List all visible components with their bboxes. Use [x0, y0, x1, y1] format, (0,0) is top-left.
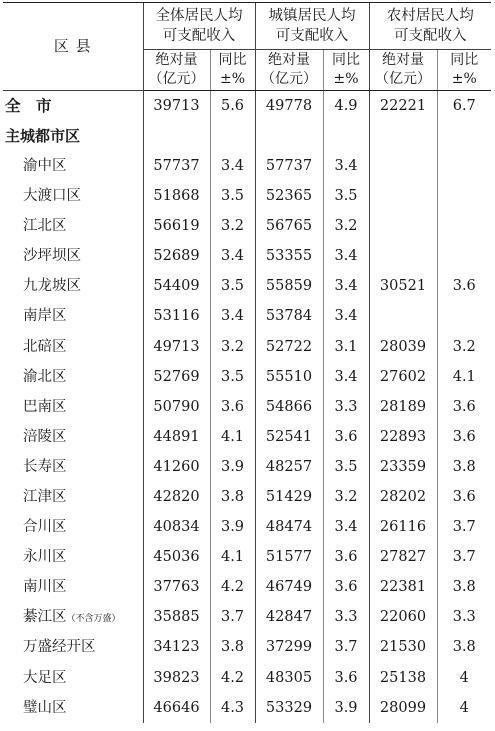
- rural-yoy-cell: [437, 151, 491, 181]
- district-name: 南岸区: [23, 308, 67, 325]
- urban-yoy-header-line1: 同比: [332, 52, 360, 68]
- all-yoy-cell: 3.4: [210, 302, 255, 332]
- rural-residents-header: [369, 3, 491, 50]
- all-yoy-cell: 4.1: [210, 542, 255, 572]
- table-row: [3, 241, 491, 271]
- urban-yoy-cell: [323, 121, 369, 151]
- district-name-cell: [3, 241, 143, 271]
- table-row: [3, 151, 491, 181]
- district-name-cell: [3, 211, 143, 241]
- all-abs-cell: 37763: [143, 573, 210, 603]
- all-abs-cell: 54409: [143, 272, 210, 302]
- all-abs-cell: 46646: [143, 693, 210, 723]
- urban-yoy-cell: 3.4: [323, 272, 369, 302]
- table-row: [3, 332, 491, 362]
- all-abs-cell: 44891: [143, 422, 210, 452]
- rural-abs-cell: 21530: [369, 633, 437, 663]
- district-name: 大足区: [23, 669, 67, 686]
- table-row: [3, 422, 491, 452]
- rural-abs-cell: 22221: [369, 91, 437, 122]
- all-abs-cell: 39823: [143, 663, 210, 693]
- rural-abs-cell: 23359: [369, 452, 437, 482]
- all-yoy-cell: 4.1: [210, 422, 255, 452]
- all-abs-cell: [143, 121, 210, 151]
- district-name-cell: [3, 573, 143, 603]
- table-row: [3, 452, 491, 482]
- all-abs-header-line1: 绝对量: [155, 52, 198, 68]
- district-name: 江北区: [23, 218, 67, 235]
- urban-yoy-cell: 3.6: [323, 573, 369, 603]
- urban-yoy-header: [323, 50, 369, 91]
- urban-yoy-cell: 3.1: [323, 332, 369, 362]
- urban-abs-cell: 48257: [255, 452, 323, 482]
- rural-abs-cell: 27602: [369, 362, 437, 392]
- rural-yoy-cell: 3.6: [437, 482, 491, 512]
- all-yoy-cell: 3.5: [210, 272, 255, 302]
- district-name: 江津区: [23, 489, 67, 506]
- rural-abs-cell: [369, 151, 437, 181]
- all-yoy-header-line2: ±%: [219, 71, 246, 87]
- rural-yoy-cell: 3.8: [437, 633, 491, 663]
- urban-abs-header-line1: 绝对量: [268, 52, 310, 68]
- urban-yoy-cell: 3.4: [323, 302, 369, 332]
- all-yoy-cell: 4.3: [210, 693, 255, 723]
- income-table: [3, 2, 491, 723]
- table-row: [3, 512, 491, 542]
- all-abs-cell: 53116: [143, 302, 210, 332]
- rural-yoy-cell: 4: [437, 693, 491, 723]
- rural-abs-cell: 27827: [369, 542, 437, 572]
- district-name: 北碚区: [23, 338, 67, 355]
- urban-abs-cell: 52722: [255, 332, 323, 362]
- urban-yoy-cell: 3.4: [323, 512, 369, 542]
- rural-abs-cell: 28039: [369, 332, 437, 362]
- urban-yoy-cell: 4.9: [323, 91, 369, 122]
- district-name: 沙坪坝区: [23, 248, 81, 265]
- urban-abs-cell: 52365: [255, 181, 323, 211]
- urban-yoy-cell: 3.4: [323, 362, 369, 392]
- district-header: 区 县: [3, 3, 143, 91]
- urban-abs-cell: 55859: [255, 272, 323, 302]
- urban-abs-cell: 52541: [255, 422, 323, 452]
- table-row: [3, 181, 491, 211]
- rural-yoy-cell: 3.8: [437, 452, 491, 482]
- all-abs-cell: 52769: [143, 362, 210, 392]
- rural-yoy-cell: 3.6: [437, 272, 491, 302]
- district-name-cell: [3, 422, 143, 452]
- urban-abs-cell: [255, 121, 323, 151]
- urban-yoy-cell: 3.5: [323, 181, 369, 211]
- rural-abs-cell: 22060: [369, 603, 437, 633]
- rural-yoy-header: [437, 50, 491, 91]
- urban-abs-cell: 51577: [255, 542, 323, 572]
- rural-abs-cell: 25138: [369, 663, 437, 693]
- rural-abs-header: [369, 50, 437, 91]
- district-name-cell: [3, 542, 143, 572]
- all-abs-cell: 50790: [143, 392, 210, 422]
- rural-abs-cell: 26116: [369, 512, 437, 542]
- all-abs-cell: 34123: [143, 633, 210, 663]
- district-name: 璧山区: [23, 699, 67, 716]
- urban-abs-cell: 37299: [255, 633, 323, 663]
- urban-yoy-cell: 3.6: [323, 542, 369, 572]
- all-yoy-cell: 3.4: [210, 241, 255, 271]
- rural-yoy-cell: [437, 302, 491, 332]
- table-body: [3, 91, 491, 723]
- urban-abs-cell: 48305: [255, 663, 323, 693]
- district-name-cell: [3, 272, 143, 302]
- rural-abs-header-line2: （亿元）: [375, 71, 431, 87]
- urban-abs-cell: 48474: [255, 512, 323, 542]
- all-abs-header: [143, 50, 210, 91]
- urban-yoy-cell: 3.7: [323, 633, 369, 663]
- urban-yoy-cell: 3.4: [323, 151, 369, 181]
- urban-abs-cell: 51429: [255, 482, 323, 512]
- all-abs-cell: 57737: [143, 151, 210, 181]
- district-name: 永川区: [23, 549, 67, 566]
- urban-yoy-header-line2: ±%: [333, 71, 359, 87]
- table-row: [3, 693, 491, 723]
- rural-abs-cell: 28099: [369, 693, 437, 723]
- district-name-cell: [3, 392, 143, 422]
- rural-abs-cell: 30521: [369, 272, 437, 302]
- rural-yoy-cell: 6.7: [437, 91, 491, 122]
- urban-abs-header-line2: （亿元）: [261, 71, 317, 87]
- urban-residents-header-line2: 可支配收入: [275, 28, 349, 44]
- rural-yoy-cell: 3.6: [437, 392, 491, 422]
- rural-abs-cell: 22893: [369, 422, 437, 452]
- district-name: 合川区: [23, 519, 67, 536]
- urban-abs-cell: 53784: [255, 302, 323, 332]
- urban-abs-cell: 53355: [255, 241, 323, 271]
- rural-yoy-header-line2: ±%: [451, 71, 477, 87]
- all-yoy-header-line1: 同比: [218, 52, 247, 68]
- all-yoy-cell: 3.4: [210, 151, 255, 181]
- rural-abs-cell: [369, 181, 437, 211]
- all-yoy-cell: 5.6: [210, 91, 255, 122]
- all-abs-cell: 41260: [143, 452, 210, 482]
- district-name: 南川区: [23, 579, 67, 596]
- urban-yoy-cell: 3.9: [323, 693, 369, 723]
- urban-abs-cell: 55510: [255, 362, 323, 392]
- all-yoy-cell: 3.8: [210, 633, 255, 663]
- district-name-cell: [3, 603, 143, 633]
- rural-yoy-cell: [437, 121, 491, 151]
- district-name-cell: [3, 663, 143, 693]
- table-row: [3, 121, 491, 151]
- all-yoy-cell: 3.9: [210, 452, 255, 482]
- rural-abs-cell: [369, 302, 437, 332]
- district-name-cell: [3, 151, 143, 181]
- all-yoy-cell: 3.2: [210, 332, 255, 362]
- district-name: 涪陵区: [23, 428, 67, 445]
- rural-abs-cell: 28202: [369, 482, 437, 512]
- table-row: [3, 482, 491, 512]
- district-name: 渝中区: [23, 157, 67, 174]
- district-name-cell: [3, 362, 143, 392]
- all-abs-cell: 56619: [143, 211, 210, 241]
- urban-yoy-cell: 3.2: [323, 211, 369, 241]
- all-abs-cell: 52689: [143, 241, 210, 271]
- district-name: 大渡口区: [23, 188, 81, 205]
- table-row: [3, 272, 491, 302]
- district-name-cell: [3, 181, 143, 211]
- district-name-cell: [3, 633, 143, 663]
- all-yoy-cell: 3.9: [210, 512, 255, 542]
- district-name-cell: [3, 452, 143, 482]
- all-yoy-cell: [210, 121, 255, 151]
- rural-yoy-cell: [437, 211, 491, 241]
- rural-abs-cell: [369, 241, 437, 271]
- urban-yoy-cell: 3.4: [323, 241, 369, 271]
- urban-abs-cell: 46749: [255, 573, 323, 603]
- rural-abs-cell: [369, 211, 437, 241]
- urban-abs-cell: 49778: [255, 91, 323, 122]
- all-yoy-cell: 3.8: [210, 482, 255, 512]
- urban-yoy-cell: 3.2: [323, 482, 369, 512]
- all-residents-header: [143, 3, 255, 50]
- district-name-cell: [3, 121, 143, 151]
- table-row: [3, 362, 491, 392]
- district-name-cell: [3, 302, 143, 332]
- all-yoy-cell: 3.5: [210, 181, 255, 211]
- district-name: 巴南区: [23, 398, 67, 415]
- district-name: 长寿区: [23, 458, 67, 475]
- all-abs-cell: 35885: [143, 603, 210, 633]
- all-abs-cell: 49713: [143, 332, 210, 362]
- district-note: （不含万盛）: [66, 614, 121, 625]
- urban-yoy-cell: 3.3: [323, 392, 369, 422]
- district-name: 主城都市区: [5, 126, 81, 145]
- urban-abs-cell: 54866: [255, 392, 323, 422]
- urban-yoy-cell: 3.5: [323, 452, 369, 482]
- rural-residents-header-line1: 农村居民人均: [386, 8, 474, 24]
- table-row: [3, 542, 491, 572]
- rural-yoy-cell: 3.6: [437, 422, 491, 452]
- rural-residents-header-line2: 可支配收入: [394, 28, 467, 44]
- table-row: [3, 392, 491, 422]
- rural-yoy-cell: [437, 181, 491, 211]
- urban-yoy-cell: 3.6: [323, 422, 369, 452]
- rural-abs-header-line1: 绝对量: [382, 52, 424, 68]
- rural-yoy-cell: 3.7: [437, 542, 491, 572]
- district-name-cell: [3, 482, 143, 512]
- urban-abs-header: [255, 50, 323, 91]
- table-row: [3, 91, 491, 122]
- district-name: 渝北区: [23, 368, 67, 385]
- district-name-cell: [3, 512, 143, 542]
- district-name-cell: [3, 693, 143, 723]
- urban-yoy-cell: 3.3: [323, 603, 369, 633]
- district-name: 万盛经开区: [23, 639, 96, 656]
- all-residents-header-line1: 全体居民人均: [155, 8, 243, 24]
- all-yoy-cell: 3.6: [210, 392, 255, 422]
- rural-yoy-cell: 4.1: [437, 362, 491, 392]
- all-yoy-header: [210, 50, 255, 91]
- all-abs-cell: 39713: [143, 91, 210, 122]
- urban-residents-header: [255, 3, 369, 50]
- urban-abs-cell: 53329: [255, 693, 323, 723]
- all-abs-header-line2: （亿元）: [148, 71, 205, 87]
- urban-abs-cell: 56765: [255, 211, 323, 241]
- urban-abs-cell: 57737: [255, 151, 323, 181]
- table-row: [3, 603, 491, 633]
- rural-abs-cell: 22381: [369, 573, 437, 603]
- all-yoy-cell: 4.2: [210, 663, 255, 693]
- rural-yoy-cell: 3.7: [437, 512, 491, 542]
- all-abs-cell: 45036: [143, 542, 210, 572]
- rural-yoy-cell: 3.2: [437, 332, 491, 362]
- district-name-cell: [3, 91, 143, 122]
- rural-yoy-cell: 3.8: [437, 573, 491, 603]
- income-table-container: [3, 2, 491, 723]
- all-yoy-cell: 3.7: [210, 603, 255, 633]
- table-row: [3, 573, 491, 603]
- all-yoy-cell: 3.5: [210, 362, 255, 392]
- rural-yoy-cell: 3.3: [437, 603, 491, 633]
- table-row: [3, 302, 491, 332]
- district-name: 九龙坡区: [23, 278, 81, 295]
- district-name: 綦江区: [23, 609, 67, 626]
- urban-yoy-cell: 3.6: [323, 663, 369, 693]
- rural-yoy-cell: 4: [437, 663, 491, 693]
- all-residents-header-line2: 可支配收入: [162, 28, 236, 44]
- rural-yoy-cell: [437, 241, 491, 271]
- table-row: [3, 663, 491, 693]
- rural-abs-cell: [369, 121, 437, 151]
- rural-yoy-header-line1: 同比: [450, 52, 479, 68]
- urban-abs-cell: 42847: [255, 603, 323, 633]
- table-row: [3, 211, 491, 241]
- all-abs-cell: 42820: [143, 482, 210, 512]
- district-name-cell: [3, 332, 143, 362]
- district-name: 全 市: [5, 96, 52, 116]
- all-yoy-cell: 4.2: [210, 573, 255, 603]
- urban-residents-header-line1: 城镇居民人均: [268, 8, 356, 24]
- all-abs-cell: 40834: [143, 512, 210, 542]
- table-header: [3, 3, 491, 91]
- rural-abs-cell: 28189: [369, 392, 437, 422]
- all-yoy-cell: 3.2: [210, 211, 255, 241]
- table-row: [3, 633, 491, 663]
- all-abs-cell: 51868: [143, 181, 210, 211]
